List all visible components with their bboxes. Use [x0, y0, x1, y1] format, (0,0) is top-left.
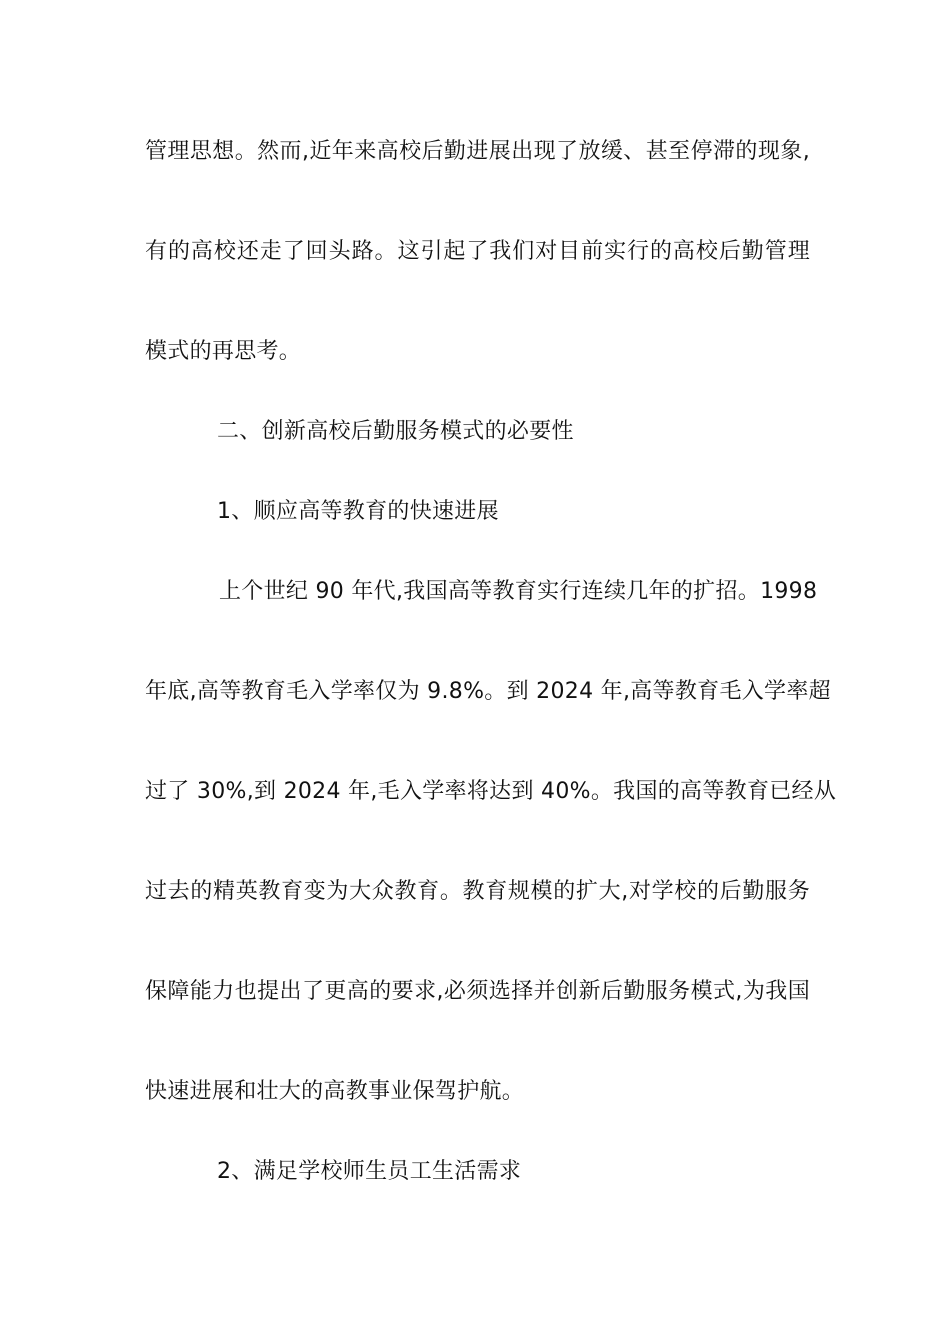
paragraph-line: 保障能力也提出了更高的要求,必须选择并创新后勤服务模式,为我国 — [145, 979, 810, 1004]
paragraph-line: 过去的精英教育变为大众教育。教育规模的扩大,对学校的后勤服务 — [145, 879, 810, 904]
paragraph-line: 年底,高等教育毛入学率仅为 9.8%。到 2024 年,高等教育毛入学率超 — [145, 679, 831, 704]
paragraph-line: 过了 30%,到 2024 年,毛入学率将达到 40%。我国的高等教育已经从 — [145, 779, 837, 804]
section-heading: 二、创新高校后勤服务模式的必要性 — [217, 419, 574, 444]
paragraph-line: 快速进展和壮大的高教事业保驾护航。 — [145, 1079, 525, 1104]
paragraph-line: 模式的再思考。 — [145, 339, 302, 364]
subsection-heading: 1、顺应高等教育的快速进展 — [217, 499, 499, 524]
paragraph-line: 管理思想。然而,近年来高校后勤进展出现了放缓、甚至停滞的现象, — [145, 139, 810, 164]
subsection-heading: 2、满足学校师生员工生活需求 — [217, 1159, 522, 1184]
paragraph-line: 有的高校还走了回头路。这引起了我们对目前实行的高校后勤管理 — [145, 239, 810, 264]
paragraph-line: 上个世纪 90 年代,我国高等教育实行连续几年的扩招。1998 — [219, 579, 818, 604]
